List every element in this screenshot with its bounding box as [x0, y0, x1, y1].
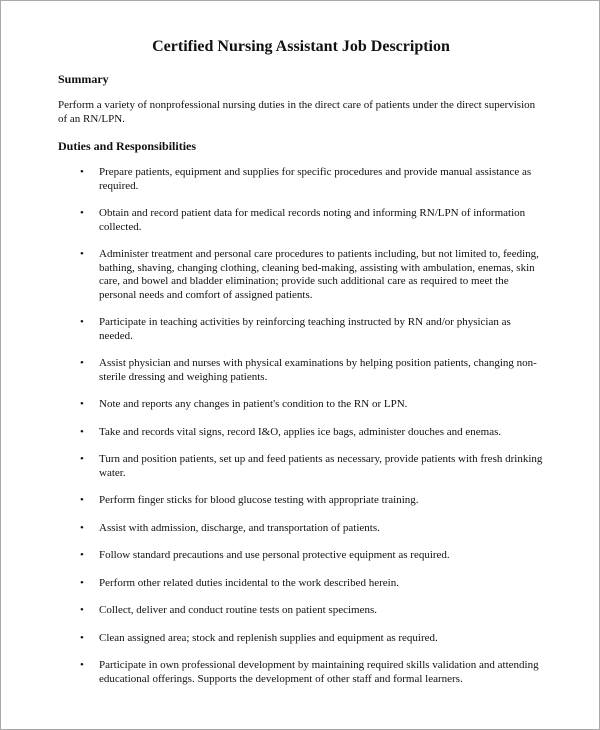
- bullet-dot: •: [80, 453, 84, 465]
- bullet-dot: •: [80, 576, 84, 589]
- bullet-dot: •: [80, 398, 84, 410]
- list-item: [58, 398, 544, 412]
- list-item: [58, 166, 544, 193]
- list-item: [58, 248, 544, 302]
- bullet-dot: •: [80, 631, 84, 644]
- duty-text: Turn and position patients, set up and feed patients as necessary, provide patients with fresh drinking water.: [99, 453, 543, 479]
- list-item: [58, 316, 544, 343]
- duty-text: Obtain and record patient data for medical records noting and informing RN/LPN of information collected.: [99, 207, 526, 233]
- bullet-dot: •: [80, 316, 84, 328]
- bullet-dot: •: [80, 549, 84, 561]
- list-item: [58, 494, 544, 508]
- bullet-dot: •: [80, 207, 84, 219]
- duty-text: Collect, deliver and conduct routine tests on patient specimens.: [99, 604, 377, 616]
- duty-text: Clean assigned area; stock and replenish supplies and equipment as required.: [99, 631, 438, 644]
- bullet-dot: •: [80, 604, 84, 616]
- summary-heading: Summary: [58, 72, 109, 86]
- list-item: [58, 453, 544, 480]
- bullet-dot: •: [80, 425, 84, 438]
- bullet-dot: •: [80, 166, 84, 178]
- summary-paragraph: Perform a variety of nonprofessional nursing duties in the direct care of patients under the direct supervision of an RN/LPN.: [58, 99, 536, 125]
- bullet-dot: •: [80, 494, 84, 506]
- list-item: [58, 522, 544, 536]
- list-item: [58, 426, 544, 440]
- bullet-dot: •: [80, 659, 84, 671]
- document-content: [1, 1, 599, 686]
- list-item: [58, 659, 544, 686]
- list-item: [58, 549, 544, 563]
- list-item: [58, 604, 544, 618]
- page-title: Certified Nursing Assistant Job Description: [152, 38, 450, 55]
- duty-text: Prepare patients, equipment and supplies for specific procedures and provide manual assistance as required.: [99, 166, 532, 192]
- duties-heading: Duties and Responsibilities: [58, 139, 197, 153]
- duty-text: Perform finger sticks for blood glucose testing with appropriate training.: [99, 494, 419, 506]
- list-item: [58, 632, 544, 646]
- duty-text: Participate in teaching activities by reinforcing teaching instructed by RN and/or physician as needed.: [99, 316, 511, 342]
- duty-text: Perform other related duties incidental to the work described herein.: [99, 576, 399, 589]
- duty-text: Administer treatment and personal care procedures to patients including, but not limited to, feeding, bathing, shaving, changing clothing, cleaning bed-making, assisting with ambulation, enemas, skin care, and bowel and bladder elimination; provide such additional care as required to meet the personal needs and comfort of assigned patients.: [99, 248, 539, 301]
- list-item: [58, 207, 544, 234]
- bullet-dot: •: [80, 357, 84, 369]
- duty-text: Note and reports any changes in patient's condition to the RN or LPN.: [99, 398, 408, 410]
- duty-text: Assist physician and nurses with physical examinations by helping position patients, changing non-sterile dressing and weighing patients.: [99, 357, 537, 383]
- duties-list: [58, 166, 544, 686]
- duty-text: Follow standard precautions and use personal protective equipment as required.: [99, 549, 450, 561]
- duty-text: Participate in own professional development by maintaining required skills validation and attending educational offerings. Supports the development of other staff and formal learners.: [99, 659, 539, 685]
- duty-text: Take and records vital signs, record I&O, applies ice bags, administer douches and enemas.: [99, 425, 502, 438]
- bullet-dot: •: [80, 248, 84, 260]
- list-item: [58, 357, 544, 384]
- bullet-dot: •: [80, 521, 84, 534]
- list-item: [58, 577, 544, 591]
- duty-text: Assist with admission, discharge, and transportation of patients.: [99, 521, 380, 534]
